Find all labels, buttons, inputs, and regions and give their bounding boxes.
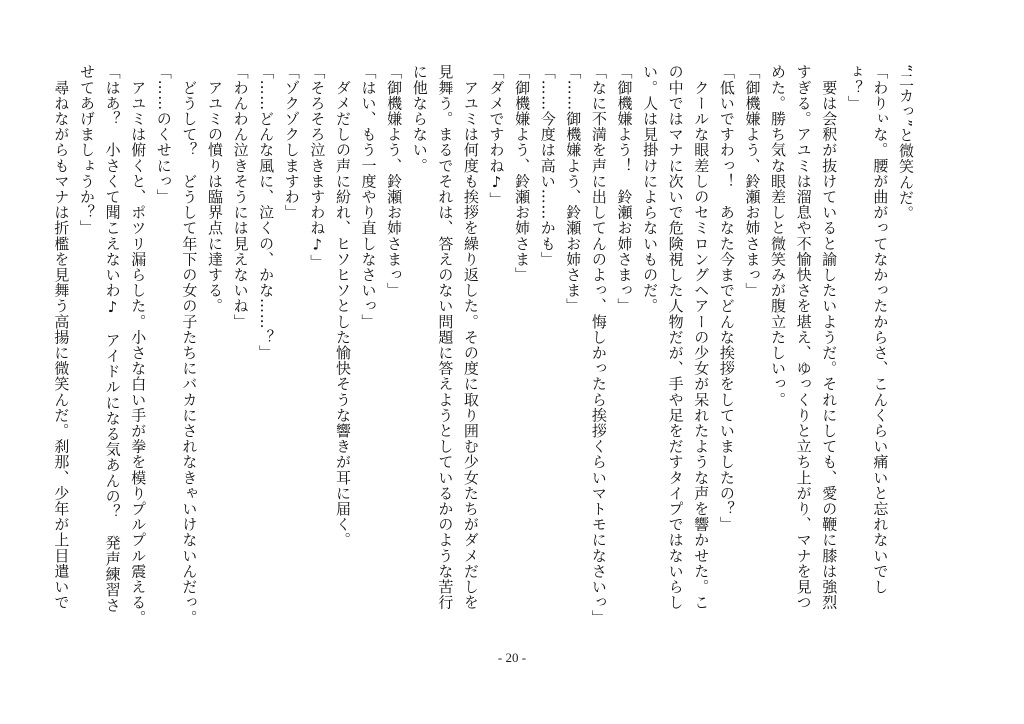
- text-line: ダメだしの声に紛れ、ヒソヒソとした愉快そうな響きが耳に届く。: [333, 64, 352, 548]
- text-line: 「御機嫌よう、鈴瀬お姉さまっ」: [385, 64, 404, 298]
- text-line: 「はい、もう一度やり直しなさいっ」: [359, 64, 378, 330]
- text-line: 「なに不満を声に出してんのよっ、悔しかったら挨拶くらいマトモになさいっ」: [589, 64, 608, 626]
- text-line: “二カっ”と微笑んだ。: [897, 64, 915, 221]
- page-number: - 20 -: [497, 650, 527, 665]
- text-line: めた。勝ち気な眼差しと微笑みが腹立たしいっ。: [769, 64, 788, 408]
- text-line: 見舞う。まるでそれは、答えのない問題に答えようとしているかのような苦行: [436, 64, 455, 610]
- text-line: 「……今度は高い……かも」: [538, 64, 557, 267]
- text-line: 「御機嫌よう、鈴瀬お姉さまっ」: [743, 64, 762, 298]
- text-line: 「わりぃな。腰が曲がってなかったからさ、こんくらい痛いと忘れないでし: [871, 64, 890, 595]
- text-line: 「御機嫌よう、鈴瀬お姉さま」: [513, 64, 532, 283]
- text-line: アユミは何度も挨拶を繰り返した。その度に取り囲む少女たちがダメだしを: [461, 64, 480, 610]
- text-line: の中ではマナに次いで危険視した人物だが、手や足をだすタイプではないらし: [666, 64, 685, 610]
- text-line: 「……どんな風に、泣くの、かな……？」: [257, 64, 276, 361]
- text-line: どうして？ どうして年下の女の子たちにバカにされなきゃいけないんだっ。: [180, 64, 199, 626]
- text-line: 「そろそろ泣きますわね♪」: [308, 64, 327, 270]
- text-line: すぎる。アユミは溜息や不愉快さを堪え、ゆっくりと立ち上がり、マナを見つ: [794, 64, 813, 610]
- text-line: 尋ねながらもマナは折檻を見舞う高揚に微笑んだ。刹那、少年が上目遣いで: [52, 64, 71, 610]
- text-line: 「……御機嫌よう、鈴瀬お姉さま」: [564, 64, 583, 314]
- text-line: アユミは俯くと、ポツリ漏らした。小さな白い手が拳を模りプルプル震える。: [129, 64, 148, 626]
- text-line: 「御機嫌よう！ 鈴瀬お姉さまっ」: [615, 64, 634, 314]
- text-line: 「わんわん泣きそうには見えないね」: [231, 64, 250, 330]
- text-line: 「ゾクゾクしますわ」: [282, 64, 301, 220]
- text-line: 「……のくせにっ」: [154, 64, 173, 205]
- text-line: せてあげましょうか？」: [78, 64, 96, 236]
- vertical-text-body: [52, 64, 918, 654]
- text-line: ょ？」: [845, 64, 864, 111]
- text-line: に他ならない。: [410, 64, 429, 174]
- text-line: アユミの憤りは臨界点に達する。: [205, 64, 224, 314]
- text-line: 「はあ？ 小さくて聞こえないわ♪ アイドルになる気あんの？ 発声練習さ: [103, 64, 122, 613]
- text-line: 要は会釈が抜けていると諭したいようだ。それにしても、愛の鞭に膝は強烈: [820, 64, 839, 610]
- text-line: い。人は見掛けによらないものだ。: [641, 64, 660, 314]
- text-line: クールな眼差しのセミロングヘアーの少女が呆れたような声を響かせた。こ: [692, 64, 711, 610]
- text-line: 「低いですわっ！ あなた今までどんな挨拶をしていましたの？」: [717, 64, 736, 532]
- text-line: 「ダメですわね♪」: [487, 64, 506, 208]
